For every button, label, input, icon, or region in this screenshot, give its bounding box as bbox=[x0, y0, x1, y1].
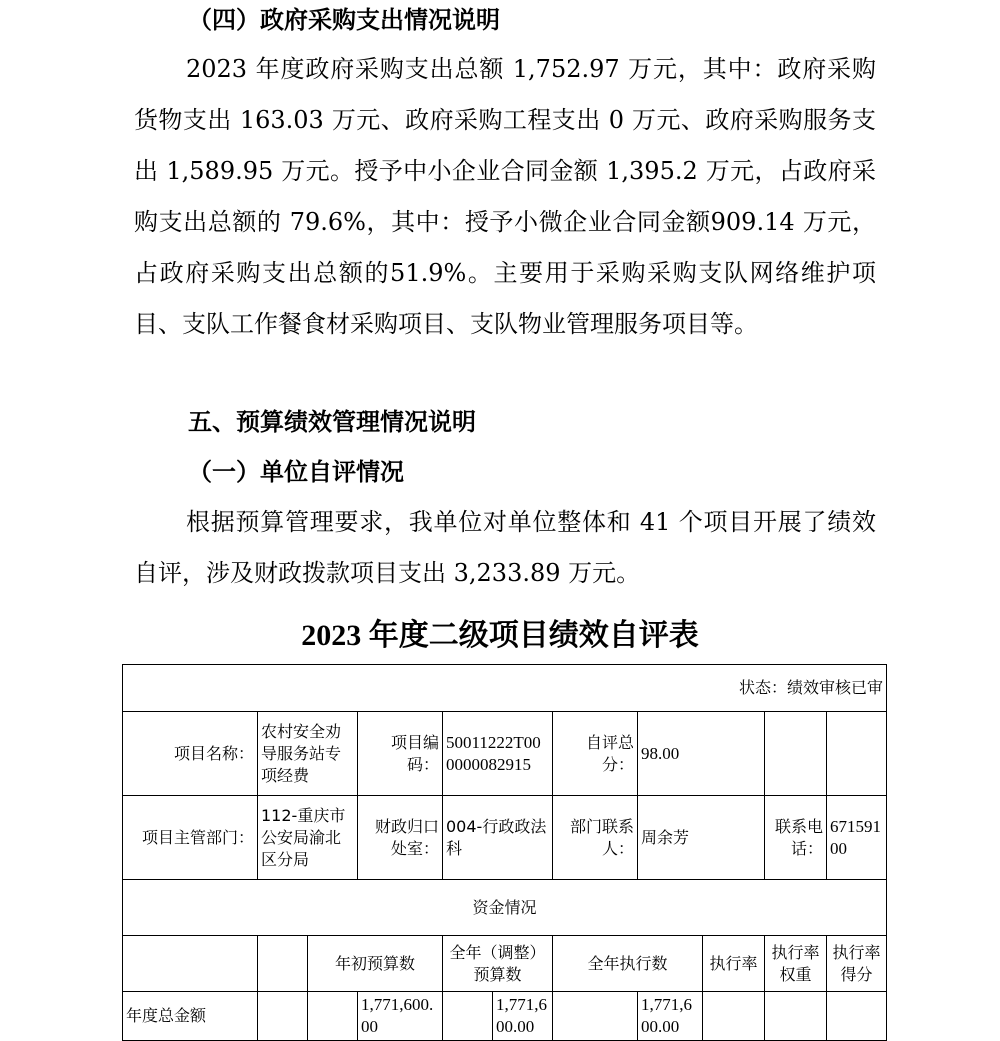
section-5-sub-heading: （一）单位自评情况 bbox=[188, 457, 404, 486]
section-5-body: 根据预算管理要求，我单位对单位整体和 41 个项目开展了绩效自评，涉及财政拨款项目支出 3,233.89 万元。 bbox=[134, 508, 876, 587]
empty-cell bbox=[258, 992, 308, 1041]
empty-cell bbox=[765, 992, 827, 1041]
project-code-label: 项目编码： bbox=[358, 712, 443, 796]
dept: 112-重庆市公安局渝北区分局 bbox=[258, 796, 358, 880]
row-total-execution: 1,771,600.00 bbox=[638, 992, 703, 1041]
status-cell: 状态：绩效审核已审 bbox=[123, 665, 887, 712]
col-initial-budget: 年初预算数 bbox=[308, 936, 443, 992]
table-title: 2023 年度二级项目绩效自评表 bbox=[301, 619, 699, 652]
contact-label: 部门联系人： bbox=[553, 796, 638, 880]
col-execution: 全年执行数 bbox=[553, 936, 703, 992]
empty-cell bbox=[443, 992, 493, 1041]
empty-cell bbox=[258, 936, 308, 992]
empty-cell bbox=[123, 936, 258, 992]
row-total-initial: 1,771,600.00 bbox=[358, 992, 443, 1041]
col-exec-weight: 执行率权重 bbox=[765, 936, 827, 992]
dept-label: 项目主管部门： bbox=[123, 796, 258, 880]
empty-cell bbox=[553, 992, 638, 1041]
self-score: 98.00 bbox=[638, 712, 765, 796]
section-5-heading: 五、预算绩效管理情况说明 bbox=[188, 408, 476, 436]
project-name: 农村安全劝导服务站专项经费 bbox=[258, 712, 358, 796]
empty-cell bbox=[827, 712, 887, 796]
finance-office-label: 财政归口处室： bbox=[358, 796, 443, 880]
funds-header: 资金情况 bbox=[123, 880, 887, 936]
row-total-label: 年度总金额 bbox=[123, 992, 258, 1041]
section-4-body: 2023 年度政府采购支出总额 1,752.97 万元，其中：政府采购货物支出 163.03 万元、政府采购工程支出 0 万元、政府采购服务支出 1,589.95 万元。授予中小企业合同金额 1,395.2 万元，占政府采购支出总额的 79.6%，其中：授予小微企业合同金额909.14 万元，占政府采购支出总额的51.9%。主要用于采购采购支队网络维护项目、支队工作餐食材采购项目、支队物业管理服务项目等。 bbox=[134, 55, 876, 338]
empty-cell bbox=[703, 992, 765, 1041]
col-adjusted-budget: 全年（调整）预算数 bbox=[443, 936, 553, 992]
contact: 周余芳 bbox=[638, 796, 765, 880]
finance-office: 004-行政政法科 bbox=[443, 796, 553, 880]
project-code: 50011222T000000082915 bbox=[443, 712, 553, 796]
self-score-label: 自评总分： bbox=[553, 712, 638, 796]
evaluation-table bbox=[122, 664, 887, 1041]
empty-cell bbox=[827, 992, 887, 1041]
project-name-label: 项目名称： bbox=[123, 712, 258, 796]
empty-cell bbox=[308, 992, 358, 1041]
col-exec-score: 执行率得分 bbox=[827, 936, 887, 992]
empty-cell bbox=[765, 712, 827, 796]
section-4-heading: （四）政府采购支出情况说明 bbox=[188, 5, 500, 34]
col-exec-rate: 执行率 bbox=[703, 936, 765, 992]
phone: 67159100 bbox=[827, 796, 887, 880]
row-total-adjusted: 1,771,600.00 bbox=[493, 992, 553, 1041]
phone-label: 联系电话： bbox=[765, 796, 827, 880]
